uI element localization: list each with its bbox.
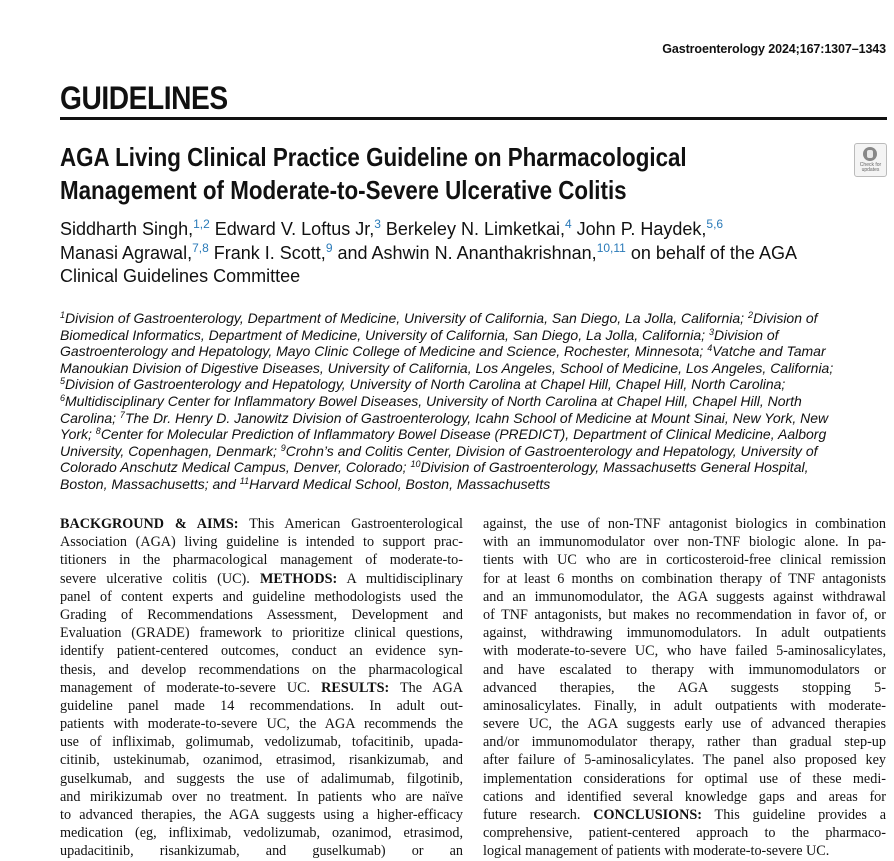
text-segment: Carolina; bbox=[60, 409, 120, 426]
abstract-line bbox=[60, 697, 463, 715]
text-segment: and mirikizumab over no treatment. In patients who are naïve bbox=[60, 788, 463, 805]
abstract-left-column bbox=[60, 515, 463, 861]
affiliation-number: 6 bbox=[60, 392, 66, 403]
text-segment: A multidisciplinary bbox=[337, 570, 463, 587]
text-segment: aminosalicylates. Finally, in adult outpatients with moderate- bbox=[483, 697, 886, 714]
text-segment: against, the use of non-TNF antagonist biologics in combination bbox=[483, 516, 886, 532]
text-segment: advanced therapies, the AGA suggests stopping 5- bbox=[483, 679, 886, 696]
affiliation-number: 2 bbox=[747, 310, 753, 320]
affiliation-number: 1 bbox=[60, 310, 66, 320]
text-segment: for at least 6 months on combination therapy of TNF antagonists bbox=[483, 570, 886, 587]
text-segment: severe ulcerative colitis (UC). bbox=[60, 570, 260, 587]
abstract-line bbox=[60, 515, 463, 533]
abstract-line bbox=[60, 642, 463, 660]
text-segment: Gastroenterology and Hepatology, Mayo Clinic College of Medicine and Science, Rochester, Minnesota; bbox=[60, 343, 708, 360]
affiliation-line bbox=[60, 376, 894, 393]
text-segment: against, withdrawing immunomodulators. In adult outpatients bbox=[483, 625, 886, 642]
text-segment: with moderate-to-severe UC, who have failed 5-aminosalicylates, bbox=[483, 643, 886, 660]
text-segment: thesis, and develop recommendations on the pharmacological bbox=[60, 661, 463, 678]
text-segment: use of infliximab, golimumab, vedolizumab, tofacitinib, upada- bbox=[60, 734, 463, 751]
text-segment: severe UC, the AGA suggests early use of advanced therapies bbox=[483, 716, 886, 733]
title-line: AGA Living Clinical Practice Guideline on Pharmacological bbox=[60, 142, 687, 172]
text-segment: titioners in the pharmacological management of moderate-to- bbox=[60, 552, 463, 569]
affiliations bbox=[60, 310, 894, 493]
affiliation-line bbox=[60, 410, 894, 427]
abstract-line bbox=[60, 733, 463, 751]
affiliation-number: 11 bbox=[239, 475, 250, 486]
text-segment: Manoukian Division of Digestive Diseases, University of California, Los Angeles, School of Medicine, Los Angeles, California; bbox=[60, 359, 834, 376]
text-segment: and an immunomodulator, the AGA suggests against withdrawal bbox=[483, 588, 886, 605]
text-segment: logical management of patients with moderate-to-severe UC. bbox=[483, 843, 830, 860]
text-segment: medication (eg, infliximab, vedolizumab, ozanimod, etrasimod, bbox=[60, 825, 463, 842]
author-name: Clinical Guidelines Committee bbox=[60, 266, 301, 286]
text-segment: This American Gastroenterological bbox=[238, 516, 463, 532]
affiliation-line bbox=[60, 343, 894, 360]
text-segment: tients with UC who are in corticosteroid-free clinical remission bbox=[483, 552, 886, 569]
text-segment: Division of bbox=[713, 326, 779, 343]
abstract-line bbox=[483, 570, 886, 588]
affiliation-number: 3 bbox=[708, 326, 714, 337]
author-name: Frank I. Scott, bbox=[208, 242, 326, 263]
author-affiliation-ref[interactable]: 4 bbox=[564, 217, 572, 231]
text-segment: This guideline provides a bbox=[702, 807, 886, 823]
text-segment: to advanced therapies, the AGA suggests using a higher-efficacy bbox=[60, 807, 463, 823]
affiliation-line bbox=[60, 443, 894, 460]
text-segment: Harvard Medical School, Boston, Massachusetts bbox=[249, 475, 551, 492]
author-affiliation-ref[interactable]: 3 bbox=[374, 217, 381, 231]
abstract-line bbox=[483, 715, 886, 733]
affiliation-line bbox=[60, 327, 894, 344]
abstract-line bbox=[483, 751, 886, 769]
abstract-line bbox=[60, 715, 463, 733]
text-segment: upadacitinib, risankizumab, and guselkumab) or an bbox=[60, 843, 463, 860]
abstract-line bbox=[483, 788, 886, 806]
text-segment: cations and identified several knowledge gaps and areas for bbox=[483, 788, 886, 805]
text-segment: management of moderate-to-severe UC. bbox=[60, 679, 322, 696]
text-segment: comprehensive, patient-centered approach to the pharmaco- bbox=[483, 825, 886, 842]
abstract-line bbox=[60, 751, 463, 769]
abstract-line bbox=[483, 606, 886, 624]
text-segment: guideline panel made 14 recommendations. In adult out- bbox=[60, 697, 463, 714]
text-segment: Division of Gastroenterology, Massachusetts General Hospital, bbox=[420, 459, 809, 476]
text-segment: and/or immunomodulator therapy, rather than gradual step-up bbox=[483, 734, 886, 751]
abstract-line bbox=[483, 679, 886, 697]
affiliation-line bbox=[60, 459, 894, 476]
text-segment: of TNF antagonists, but makes no recommendation in favor of, or bbox=[483, 606, 886, 623]
text-segment: Division of Gastroenterology, Department of Medicine, University of California, San Diego, La Jolla, California; bbox=[65, 310, 748, 326]
text-segment: implementation considerations for optimal use of these medi- bbox=[483, 770, 886, 787]
text-segment: with an immunomodulator over non-TNF biologic alone. In pa- bbox=[483, 534, 886, 551]
abstract-heading: RESULTS: bbox=[321, 679, 390, 696]
abstract-line bbox=[60, 570, 463, 588]
author-name: and Ashwin N. Ananthakrishnan, bbox=[332, 242, 597, 263]
affiliation-number: 9 bbox=[280, 442, 286, 453]
author-name: John P. Haydek, bbox=[571, 219, 707, 239]
text-segment: and have escalated to therapy with immunomodulators or bbox=[483, 661, 886, 678]
text-segment: Division of Gastroenterology and Hepatology, University of North Carolina at Chapel Hill, Chapel Hill, North Carolina; bbox=[65, 376, 786, 393]
author-affiliation-ref[interactable]: 5,6 bbox=[706, 217, 724, 231]
affiliation-number: 7 bbox=[119, 409, 125, 420]
abstract-line bbox=[60, 661, 463, 679]
abstract-heading: METHODS: bbox=[259, 570, 338, 587]
text-segment: York; bbox=[60, 426, 96, 443]
author-name: Manasi Agrawal, bbox=[60, 242, 193, 263]
abstract-line bbox=[483, 697, 886, 715]
abstract-line bbox=[60, 551, 463, 569]
affiliation-line bbox=[60, 310, 894, 327]
text-segment: Grading of Recommendations Assessment, Development and bbox=[60, 606, 463, 623]
abstract-line bbox=[60, 624, 463, 642]
check-updates-icon bbox=[863, 147, 877, 161]
text-segment: Crohn’s and Colitis Center, Division of Gastroenterology and Hepatology, University of bbox=[285, 442, 818, 459]
title-line: Management of Moderate-to-Severe Ulcerative Colitis bbox=[60, 175, 627, 205]
text-segment: panel of content experts and guideline methodologists used the bbox=[60, 588, 463, 605]
text-segment: Boston, Massachusetts; and bbox=[60, 475, 240, 492]
abstract-line bbox=[483, 515, 886, 533]
affiliation-line bbox=[60, 360, 894, 377]
abstract-line bbox=[60, 788, 463, 806]
affiliation-number: 5 bbox=[60, 376, 66, 387]
affiliation-line bbox=[60, 476, 894, 493]
abstract-line bbox=[60, 679, 463, 697]
text-segment: Biomedical Informatics, Department of Medicine, University of California, San Diego, La Jolla, California; bbox=[60, 326, 709, 343]
affiliation-line bbox=[60, 426, 894, 443]
text-segment: Colorado Anschutz Medical Campus, Denver, Colorado; bbox=[60, 459, 411, 476]
check-for-updates-badge[interactable] bbox=[854, 143, 887, 177]
abstract-line bbox=[60, 606, 463, 624]
abstract-line bbox=[60, 770, 463, 788]
author-name: Berkeley N. Limketkai, bbox=[380, 219, 565, 239]
abstract-line bbox=[483, 842, 886, 860]
text-segment: guselkumab, and suggests the use of adalimumab, filgotinib, bbox=[60, 770, 463, 787]
abstract-right-column bbox=[483, 515, 886, 861]
affiliation-line bbox=[60, 393, 894, 410]
text-segment: future research. bbox=[483, 807, 594, 823]
abstract-line bbox=[483, 806, 886, 824]
author-name: Siddharth Singh, bbox=[60, 219, 194, 239]
abstract-line bbox=[60, 588, 463, 606]
abstract-line bbox=[60, 842, 463, 860]
abstract-line bbox=[483, 824, 886, 842]
text-segment: The AGA bbox=[389, 679, 463, 696]
text-segment: The Dr. Henry D. Janowitz Division of Gastroenterology, Icahn School of Medicine at Mount Sinai, New York, New bbox=[124, 409, 829, 426]
check-updates-label: Check for updates bbox=[859, 162, 882, 173]
author-affiliation-ref[interactable]: 7,8 bbox=[192, 240, 209, 255]
abstract-line bbox=[483, 642, 886, 660]
affiliation-number: 8 bbox=[95, 426, 101, 437]
abstract-line bbox=[483, 733, 886, 751]
section-label: GUIDELINES bbox=[60, 80, 228, 116]
abstract-heading: CONCLUSIONS: bbox=[593, 807, 703, 823]
affiliation-number: 4 bbox=[707, 343, 713, 354]
author-affiliation-ref[interactable]: 1,2 bbox=[193, 217, 210, 231]
abstract-line bbox=[483, 624, 886, 642]
text-segment: citinib, ustekinumab, ozanimod, etrasimod, risankizumab, and bbox=[60, 752, 463, 769]
abstract-line bbox=[483, 661, 886, 679]
abstract-line bbox=[483, 588, 886, 606]
author-name: Edward V. Loftus Jr, bbox=[209, 219, 375, 239]
abstract-line bbox=[60, 824, 463, 842]
text-segment: Center for Molecular Prediction of Inflammatory Bowel Disease (PREDICT), Department of Clinical Medicine, Aalborg bbox=[100, 426, 827, 443]
author-affiliation-ref[interactable]: 10,11 bbox=[596, 240, 626, 255]
abstract-line bbox=[60, 533, 463, 551]
affiliation-number: 10 bbox=[410, 459, 421, 470]
abstract-line bbox=[60, 806, 463, 824]
text-segment: Evaluation (GRADE) framework to prioritize clinical questions, bbox=[60, 625, 463, 642]
author-list bbox=[60, 218, 894, 289]
author-affiliation-ref[interactable]: 9 bbox=[325, 240, 333, 255]
text-segment: identify patient-centered outcomes, conduct an evidence syn- bbox=[60, 643, 463, 660]
header-rule bbox=[60, 117, 887, 120]
text-segment: University, Copenhagen, Denmark; bbox=[60, 442, 281, 459]
abstract-line bbox=[483, 770, 886, 788]
author-name: on behalf of the AGA bbox=[625, 242, 797, 263]
text-segment: after failure of 5-aminosalicylates. The panel also proposed key bbox=[483, 752, 886, 769]
text-segment: Association (AGA) living guideline is intended to support prac- bbox=[60, 534, 463, 551]
abstract-heading: BACKGROUND & AIMS: bbox=[60, 516, 239, 532]
text-segment: patients with moderate-to-severe UC, the AGA recommends the bbox=[60, 716, 463, 733]
abstract-line bbox=[483, 533, 886, 551]
text-segment: Division of bbox=[752, 310, 818, 326]
journal-citation: Gastroenterology 2024;167:1307–1343 bbox=[662, 42, 886, 56]
article-title bbox=[60, 141, 868, 207]
abstract-line bbox=[483, 551, 886, 569]
text-segment: Multidisciplinary Center for Inflammatory Bowel Diseases, University of North Carolina at Chapel Hill, Chapel Hill, North bbox=[65, 392, 802, 409]
text-segment: Vatche and Tamar bbox=[712, 343, 826, 360]
